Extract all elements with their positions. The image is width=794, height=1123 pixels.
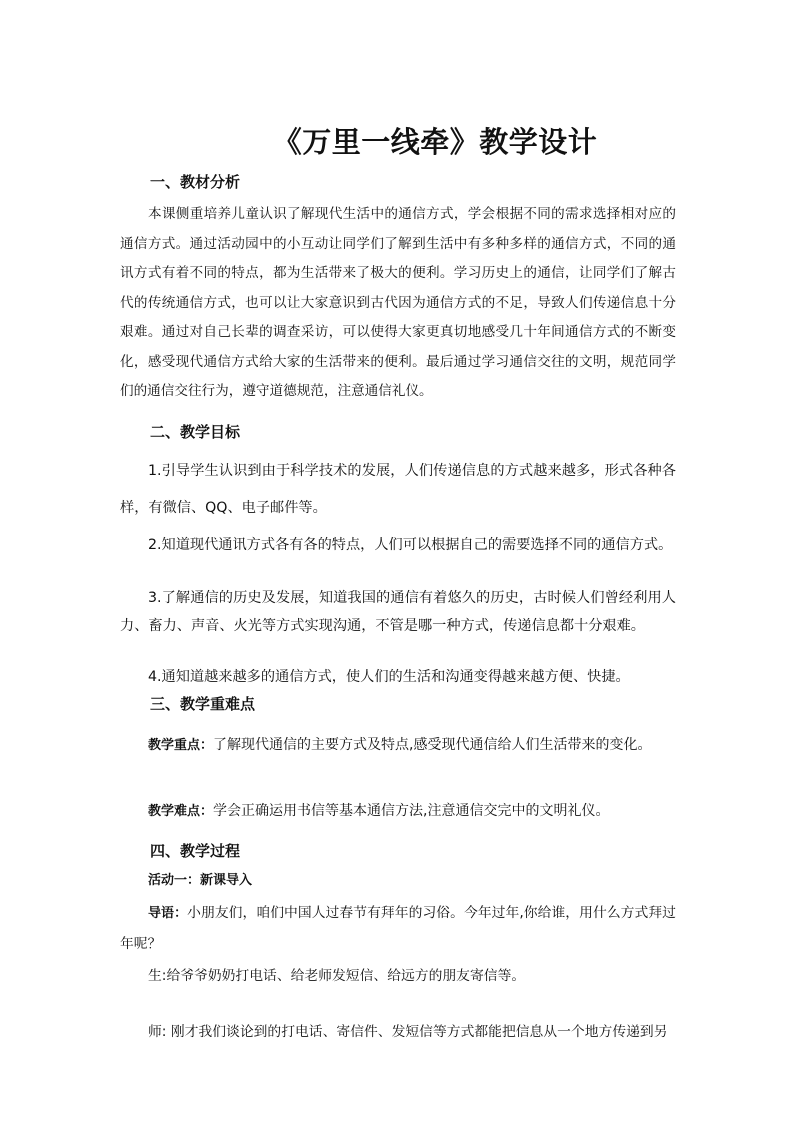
- section-heading-focus: 三、教学重难点: [150, 695, 256, 713]
- teacher-paragraph: 师: 刚才我们谈论到的打电话、寄信件、发短信等方式都能把信息从一个地方传递到另: [148, 1024, 668, 1040]
- activity-title: 活动一：新课导入: [148, 873, 253, 888]
- intro-label: 导语：: [148, 906, 188, 921]
- analysis-paragraph: 本课侧重培养儿童认识了解现代生活中的通信方式，学会根据不同的需求选择相对应的通信方式。通过活动园中的小互动让同学们了解到生活中有多种多样的通信方式，不同的通讯方式有着不同的特点，都为生活带来了极大的便利。学习历史上的通信，让同学们了解古代的传统通信方式，也可以让大家意识到古代因为通信方式的不足，导致人们传递信息十分艰难。通过对自己长辈的调查采访，可以使得大家更真切地感受几十年间通信方式的不断变化，感受现代通信方式给大家的生活带来的便利。最后通过学习通信交往的文明，规范同学们的通信交往行为，遵守道德规范，注意通信礼仪。: [120, 206, 676, 399]
- difficulty-text: 学会正确运用书信等基本通信方法,注意通信交完中的文明礼仪。: [213, 803, 610, 819]
- intro-text: 小朋友们，咱们中国人过春节有拜年的习俗。今年过年,你给谁，用什么方式拜过年呢？: [120, 905, 676, 952]
- intro-paragraph: [120, 898, 676, 959]
- goal-item-2: 2.知道现代通讯方式各有各的特点，人们可以根据自己的需要选择不同的通信方式。: [148, 537, 673, 553]
- difficulty-label: 教学难点：: [148, 804, 214, 819]
- section-heading-process: 四、教学过程: [150, 842, 241, 860]
- section-heading-analysis: 一、教材分析: [150, 173, 241, 191]
- section-heading-goals: 二、教学目标: [150, 423, 241, 441]
- goal-item-1: 1.引导学生认识到由于科学技术的发展，人们传递信息的方式越来越多，形式各种各样，有微信、QQ、电子邮件等。: [120, 463, 676, 516]
- document-title: 《万里一线牵》教学设计: [272, 125, 598, 159]
- goal-item-4: 4.通知道越来越多的通信方式，使人们的生活和沟通变得越来越方便、快捷。: [148, 669, 630, 685]
- difficulty-paragraph: [120, 798, 676, 825]
- key-point-label: 教学重点：: [148, 738, 214, 753]
- student-response-paragraph: 生:给爷爷奶奶打电话、给老师发短信、给远方的朋友寄信等。: [148, 968, 526, 984]
- key-point-text: 了解现代通信的主要方式及特点,感受现代通信给人们生活带来的变化。: [213, 737, 652, 753]
- goal-item-3: 3.了解通信的历史及发展，知道我国的通信有着悠久的历史，古时候人们曾经利用人力、畜力、声音、火光等方式实现沟通，不管是哪一种方式，传递信息都十分艰难。: [120, 590, 676, 634]
- key-point-paragraph: [120, 724, 676, 767]
